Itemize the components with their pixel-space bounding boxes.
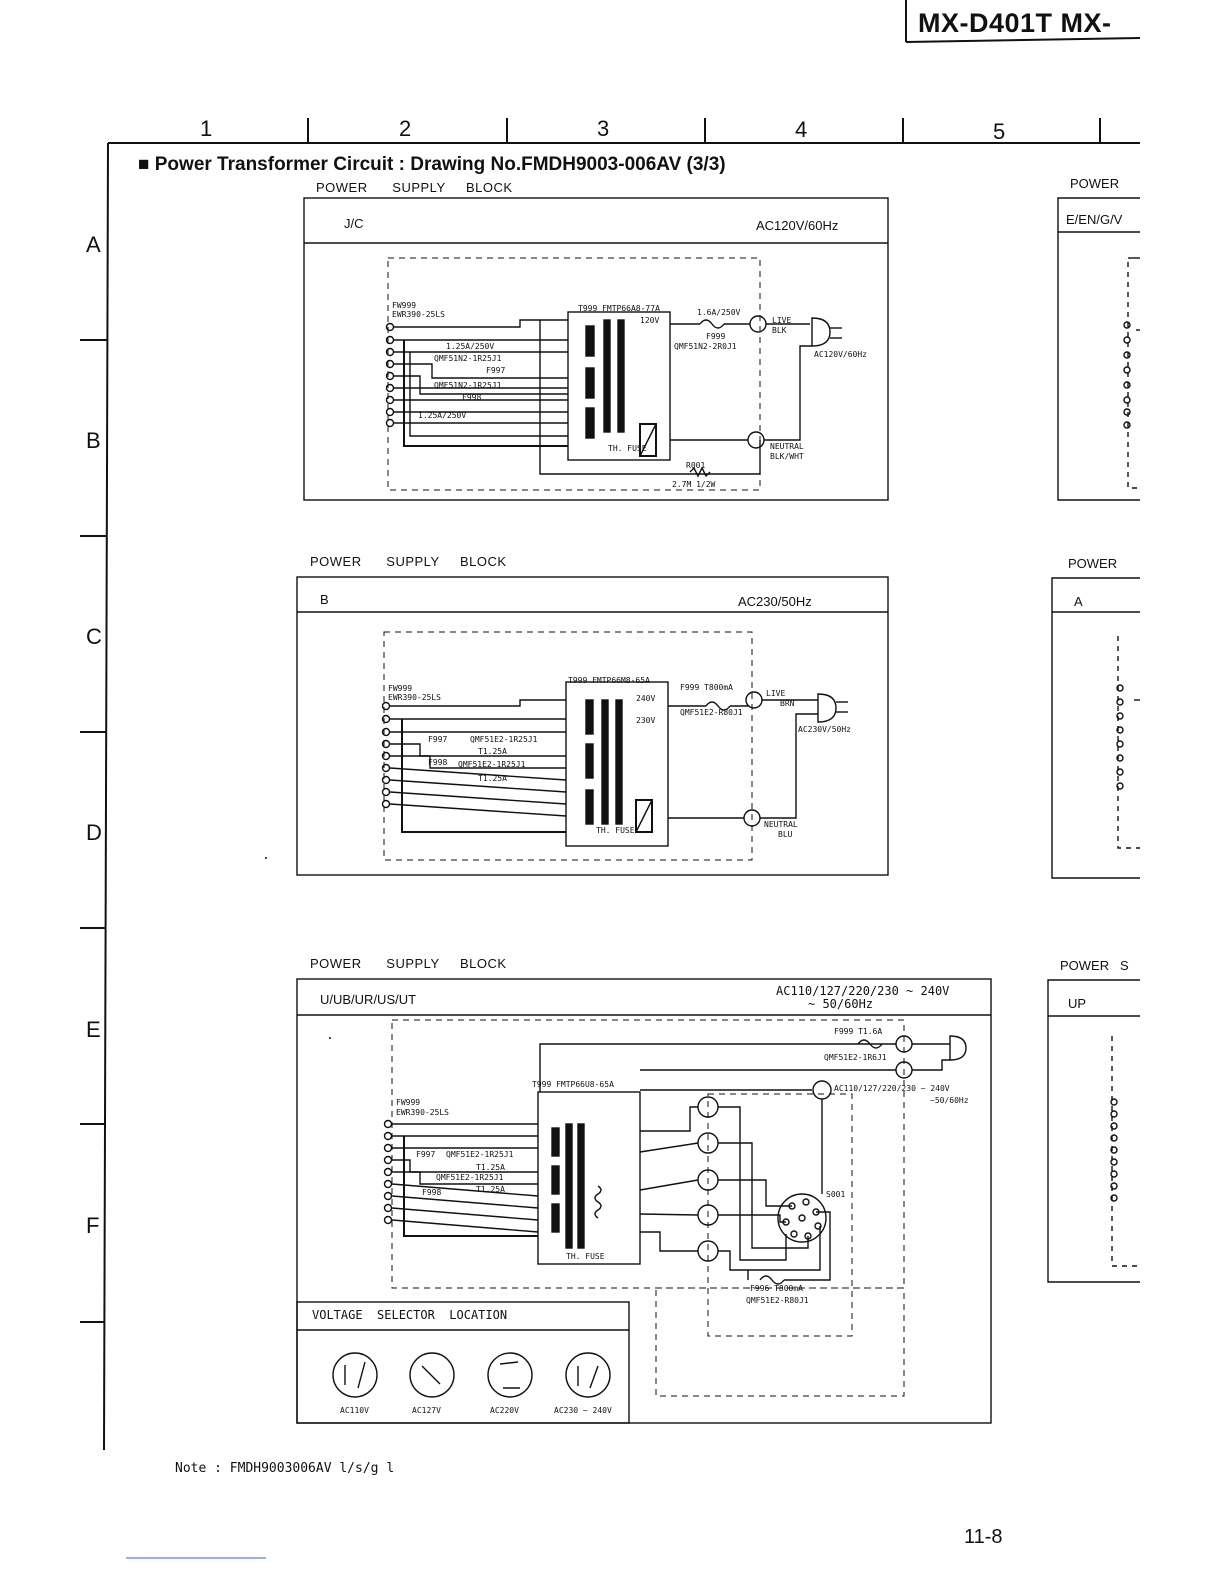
- block2-connector: FW999: [388, 684, 413, 693]
- block2-heading: POWER SUPPLY BLOCK: [310, 554, 507, 569]
- block3-thermal-fuse: TH. FUSE: [566, 1252, 605, 1261]
- block2-plug: AC230V/50Hz: [798, 725, 851, 734]
- block3-fuse-a-part: QMF51E2-1R25J1: [446, 1150, 514, 1159]
- block1-fuse-a: F997: [486, 366, 506, 375]
- block3-switch-s001: S001: [826, 1190, 846, 1199]
- block1-heading: POWER SUPPLY BLOCK: [316, 180, 513, 195]
- block2-neutral: NEUTRAL: [764, 820, 798, 829]
- block1-resistor-value: 2.7M 1/2W: [672, 480, 716, 489]
- block3-fuse-main: F999 T1.6A: [834, 1027, 883, 1036]
- row-label-f: F: [86, 1213, 100, 1238]
- block1-connector-part: EWR390-25LS: [392, 310, 445, 319]
- block3-spec-line2: ~ 50/60Hz: [808, 997, 874, 1011]
- block1-fuse-main-part: QMF51N2-2R0J1: [674, 342, 737, 351]
- block3-selector-freq: ~50/60Hz: [930, 1096, 969, 1105]
- page-number: 11-8: [964, 1526, 1003, 1548]
- side-block2-heading: POWER: [1068, 556, 1118, 571]
- block2-tap-240: 240V: [636, 694, 656, 703]
- block3-connector: FW999: [396, 1098, 421, 1107]
- block2-live: LIVE: [766, 689, 786, 698]
- row-label-a: A: [86, 232, 101, 257]
- block3-selector-spec: AC110/127/220/230 ~ 240V: [834, 1084, 950, 1093]
- column-label-1: 1: [200, 116, 213, 141]
- block3-fuse-a-rating: T1.25A: [476, 1163, 505, 1172]
- row-label-d: D: [86, 820, 102, 845]
- model-number: MX-D401T MX-: [918, 8, 1112, 38]
- block3-fuse-sel: F996 T800mA: [750, 1284, 803, 1293]
- block1-region: J/C: [344, 216, 364, 231]
- side-block3-heading: POWER S: [1060, 958, 1129, 973]
- block1-plug: AC120V/60Hz: [814, 350, 867, 359]
- block3-transformer: T999 FMTP66U8-65A: [532, 1080, 614, 1089]
- block1-fuse-b: F998: [462, 393, 482, 402]
- column-label-2: 2: [399, 116, 412, 141]
- selector-label-110: AC110V: [340, 1406, 369, 1415]
- block2-region: B: [320, 592, 329, 607]
- block3-heading: POWER SUPPLY BLOCK: [310, 956, 507, 971]
- block2-transformer: T999 FMTP66M8-65A: [568, 676, 650, 685]
- block3-region: U/UB/UR/US/UT: [320, 992, 417, 1007]
- side-block1-region: E/EN/G/V: [1066, 212, 1123, 227]
- column-label-4: 4: [795, 117, 808, 142]
- block2-fuse-b-rating: T1.25A: [478, 774, 507, 783]
- block1-live-color: BLK: [772, 326, 787, 335]
- block2-fuse-a-part: QMF51E2-1R25J1: [470, 735, 538, 744]
- column-label-5: 5: [993, 119, 1006, 144]
- block3-fuse-b-rating: T1.25A: [476, 1185, 505, 1194]
- row-label-e: E: [86, 1017, 101, 1042]
- block1-fuse-b-rating: 1.25A/250V: [418, 411, 467, 420]
- column-label-3: 3: [597, 116, 610, 141]
- block2-live-color: BRN: [780, 699, 795, 708]
- block2-fuse-a-rating: T1.25A: [478, 747, 507, 756]
- block1-connector: FW999: [392, 301, 417, 310]
- page-title: ■ Power Transformer Circuit : Drawing No.FMDH9003-006AV (3/3): [138, 154, 726, 175]
- footnote: Note : FMDH9003006AV l/s/g l: [175, 1461, 395, 1476]
- block1-thermal-fuse: TH. FUSE: [608, 444, 647, 453]
- block1-fuse-main-rating: 1.6A/250V: [697, 308, 741, 317]
- selector-label-230-240: AC230 ~ 240V: [554, 1406, 612, 1415]
- block1-neutral: NEUTRAL: [770, 442, 804, 451]
- voltage-selector-title: VOLTAGE SELECTOR LOCATION: [312, 1308, 508, 1322]
- block2-neutral-color: BLU: [778, 830, 793, 839]
- block3-spec-line1: AC110/127/220/230 ~ 240V: [776, 984, 950, 998]
- block2-spec: AC230/50Hz: [738, 594, 812, 609]
- block3-fuse-a: F997: [416, 1150, 436, 1159]
- block3-fuse-main-part: QMF51E2-1R6J1: [824, 1053, 887, 1062]
- block1-resistor: R001: [686, 461, 706, 470]
- block1-tap: 120V: [640, 316, 660, 325]
- selector-label-127: AC127V: [412, 1406, 441, 1415]
- block2-thermal-fuse: TH. FUSE: [596, 826, 635, 835]
- side-block1-heading: POWER: [1070, 176, 1120, 191]
- block2-tap-230: 230V: [636, 716, 656, 725]
- row-label-b: B: [86, 428, 101, 453]
- block1-fuse-main: F999: [706, 332, 726, 341]
- block2-fuse-main: F999 T800mA: [680, 683, 733, 692]
- block2-fuse-a: F997: [428, 735, 448, 744]
- block1-neutral-color: BLK/WHT: [770, 452, 804, 461]
- block3-fuse-sel-part: QMF51E2-R80J1: [746, 1296, 809, 1305]
- block3-fuse-b-part: QMF51E2-1R25J1: [436, 1173, 504, 1182]
- side-block3-region: UP: [1068, 996, 1087, 1011]
- block2-connector-part: EWR390-25LS: [388, 693, 441, 702]
- block2-fuse-b-part: QMF51E2-1R25J1: [458, 760, 526, 769]
- block3-fuse-b: F998: [422, 1188, 442, 1197]
- side-block2-region: A: [1074, 594, 1083, 609]
- block3-connector-part: EWR390-25LS: [396, 1108, 449, 1117]
- block1-transformer: T999 FMTP66A8-77A: [578, 304, 660, 313]
- block1-fuse-a-part: QMF51N2-1R25J1: [434, 354, 502, 363]
- block2-fuse-b: F998: [428, 758, 448, 767]
- block1-spec: AC120V/60Hz: [756, 218, 839, 233]
- block2-fuse-main-part: QMF51E2-R80J1: [680, 708, 743, 717]
- block1-fuse-a-rating: 1.25A/250V: [446, 342, 495, 351]
- block1-fuse-b-part: QMF51N2-1R25J1: [434, 381, 502, 390]
- selector-label-220: AC220V: [490, 1406, 519, 1415]
- row-label-c: C: [86, 624, 102, 649]
- block1-live: LIVE: [772, 316, 792, 325]
